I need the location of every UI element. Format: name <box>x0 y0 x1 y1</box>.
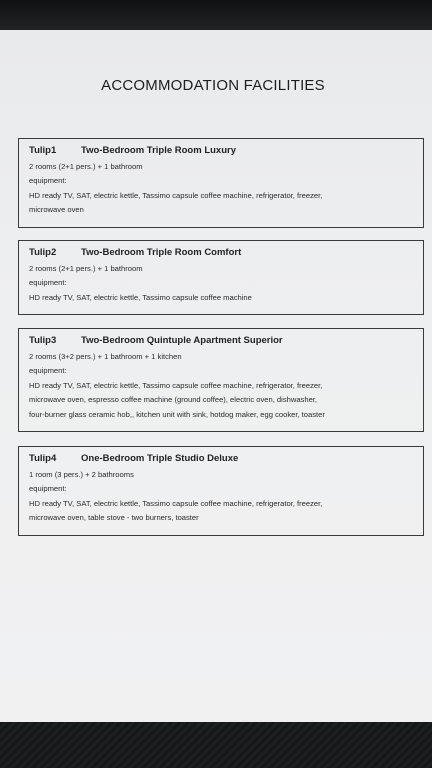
background-top <box>0 0 432 32</box>
document-title: ACCOMMODATION FACILITIES <box>101 77 325 94</box>
room-card-tulip4 <box>18 446 424 536</box>
equipment-line: HD ready TV, SAT, electric kettle, Tassimo capsule coffee machine <box>29 292 252 302</box>
room-code: Tulip1 <box>29 145 57 156</box>
equipment-label: equipment: <box>29 176 67 186</box>
room-code: Tulip3 <box>29 335 57 346</box>
room-layout: 2 rooms (2+1 pers.) + 1 bathroom <box>29 264 143 273</box>
room-name: Two-Bedroom Triple Room Luxury <box>81 145 236 156</box>
equipment-line: HD ready TV, SAT, electric kettle, Tassimo capsule coffee machine, refrigerator, freezer, <box>29 380 323 390</box>
room-name: Two-Bedroom Quintuple Apartment Superior <box>81 335 283 346</box>
room-heading <box>29 335 413 346</box>
equipment-label: equipment: <box>29 278 67 288</box>
equipment-label: equipment: <box>29 484 67 494</box>
room-card-tulip2 <box>18 240 424 315</box>
room-code: Tulip2 <box>29 247 57 258</box>
room-layout: 2 rooms (3+2 pers.) + 1 bathroom + 1 kitchen <box>29 352 182 361</box>
equipment-line: HD ready TV, SAT, electric kettle, Tassimo capsule coffee machine, refrigerator, freezer, <box>29 190 323 200</box>
room-card-tulip3 <box>18 328 424 432</box>
equipment-line: four-burner glass ceramic hob,, kitchen unit with sink, hotdog maker, egg cooker, toaster <box>29 409 325 419</box>
equipment-line: microwave oven, espresso coffee machine (ground coffee), electric oven, dishwasher, <box>29 395 318 405</box>
room-heading <box>29 453 413 464</box>
room-heading <box>29 145 413 156</box>
room-name: One-Bedroom Triple Studio Deluxe <box>81 453 239 464</box>
background-bottom <box>0 722 432 768</box>
equipment-line: microwave oven, table stove - two burners, toaster <box>29 513 199 523</box>
equipment-line: HD ready TV, SAT, electric kettle, Tassimo capsule coffee machine, refrigerator, freezer, <box>29 498 323 508</box>
room-code: Tulip4 <box>29 453 57 464</box>
room-heading <box>29 247 413 258</box>
equipment-label: equipment: <box>29 366 67 376</box>
room-card-tulip1 <box>18 138 424 228</box>
room-name: Two-Bedroom Triple Room Comfort <box>81 247 242 258</box>
room-layout: 1 room (3 pers.) + 2 bathrooms <box>29 470 134 479</box>
room-layout: 2 rooms (2+1 pers.) + 1 bathroom <box>29 162 143 171</box>
equipment-line: microwave oven <box>29 205 84 215</box>
